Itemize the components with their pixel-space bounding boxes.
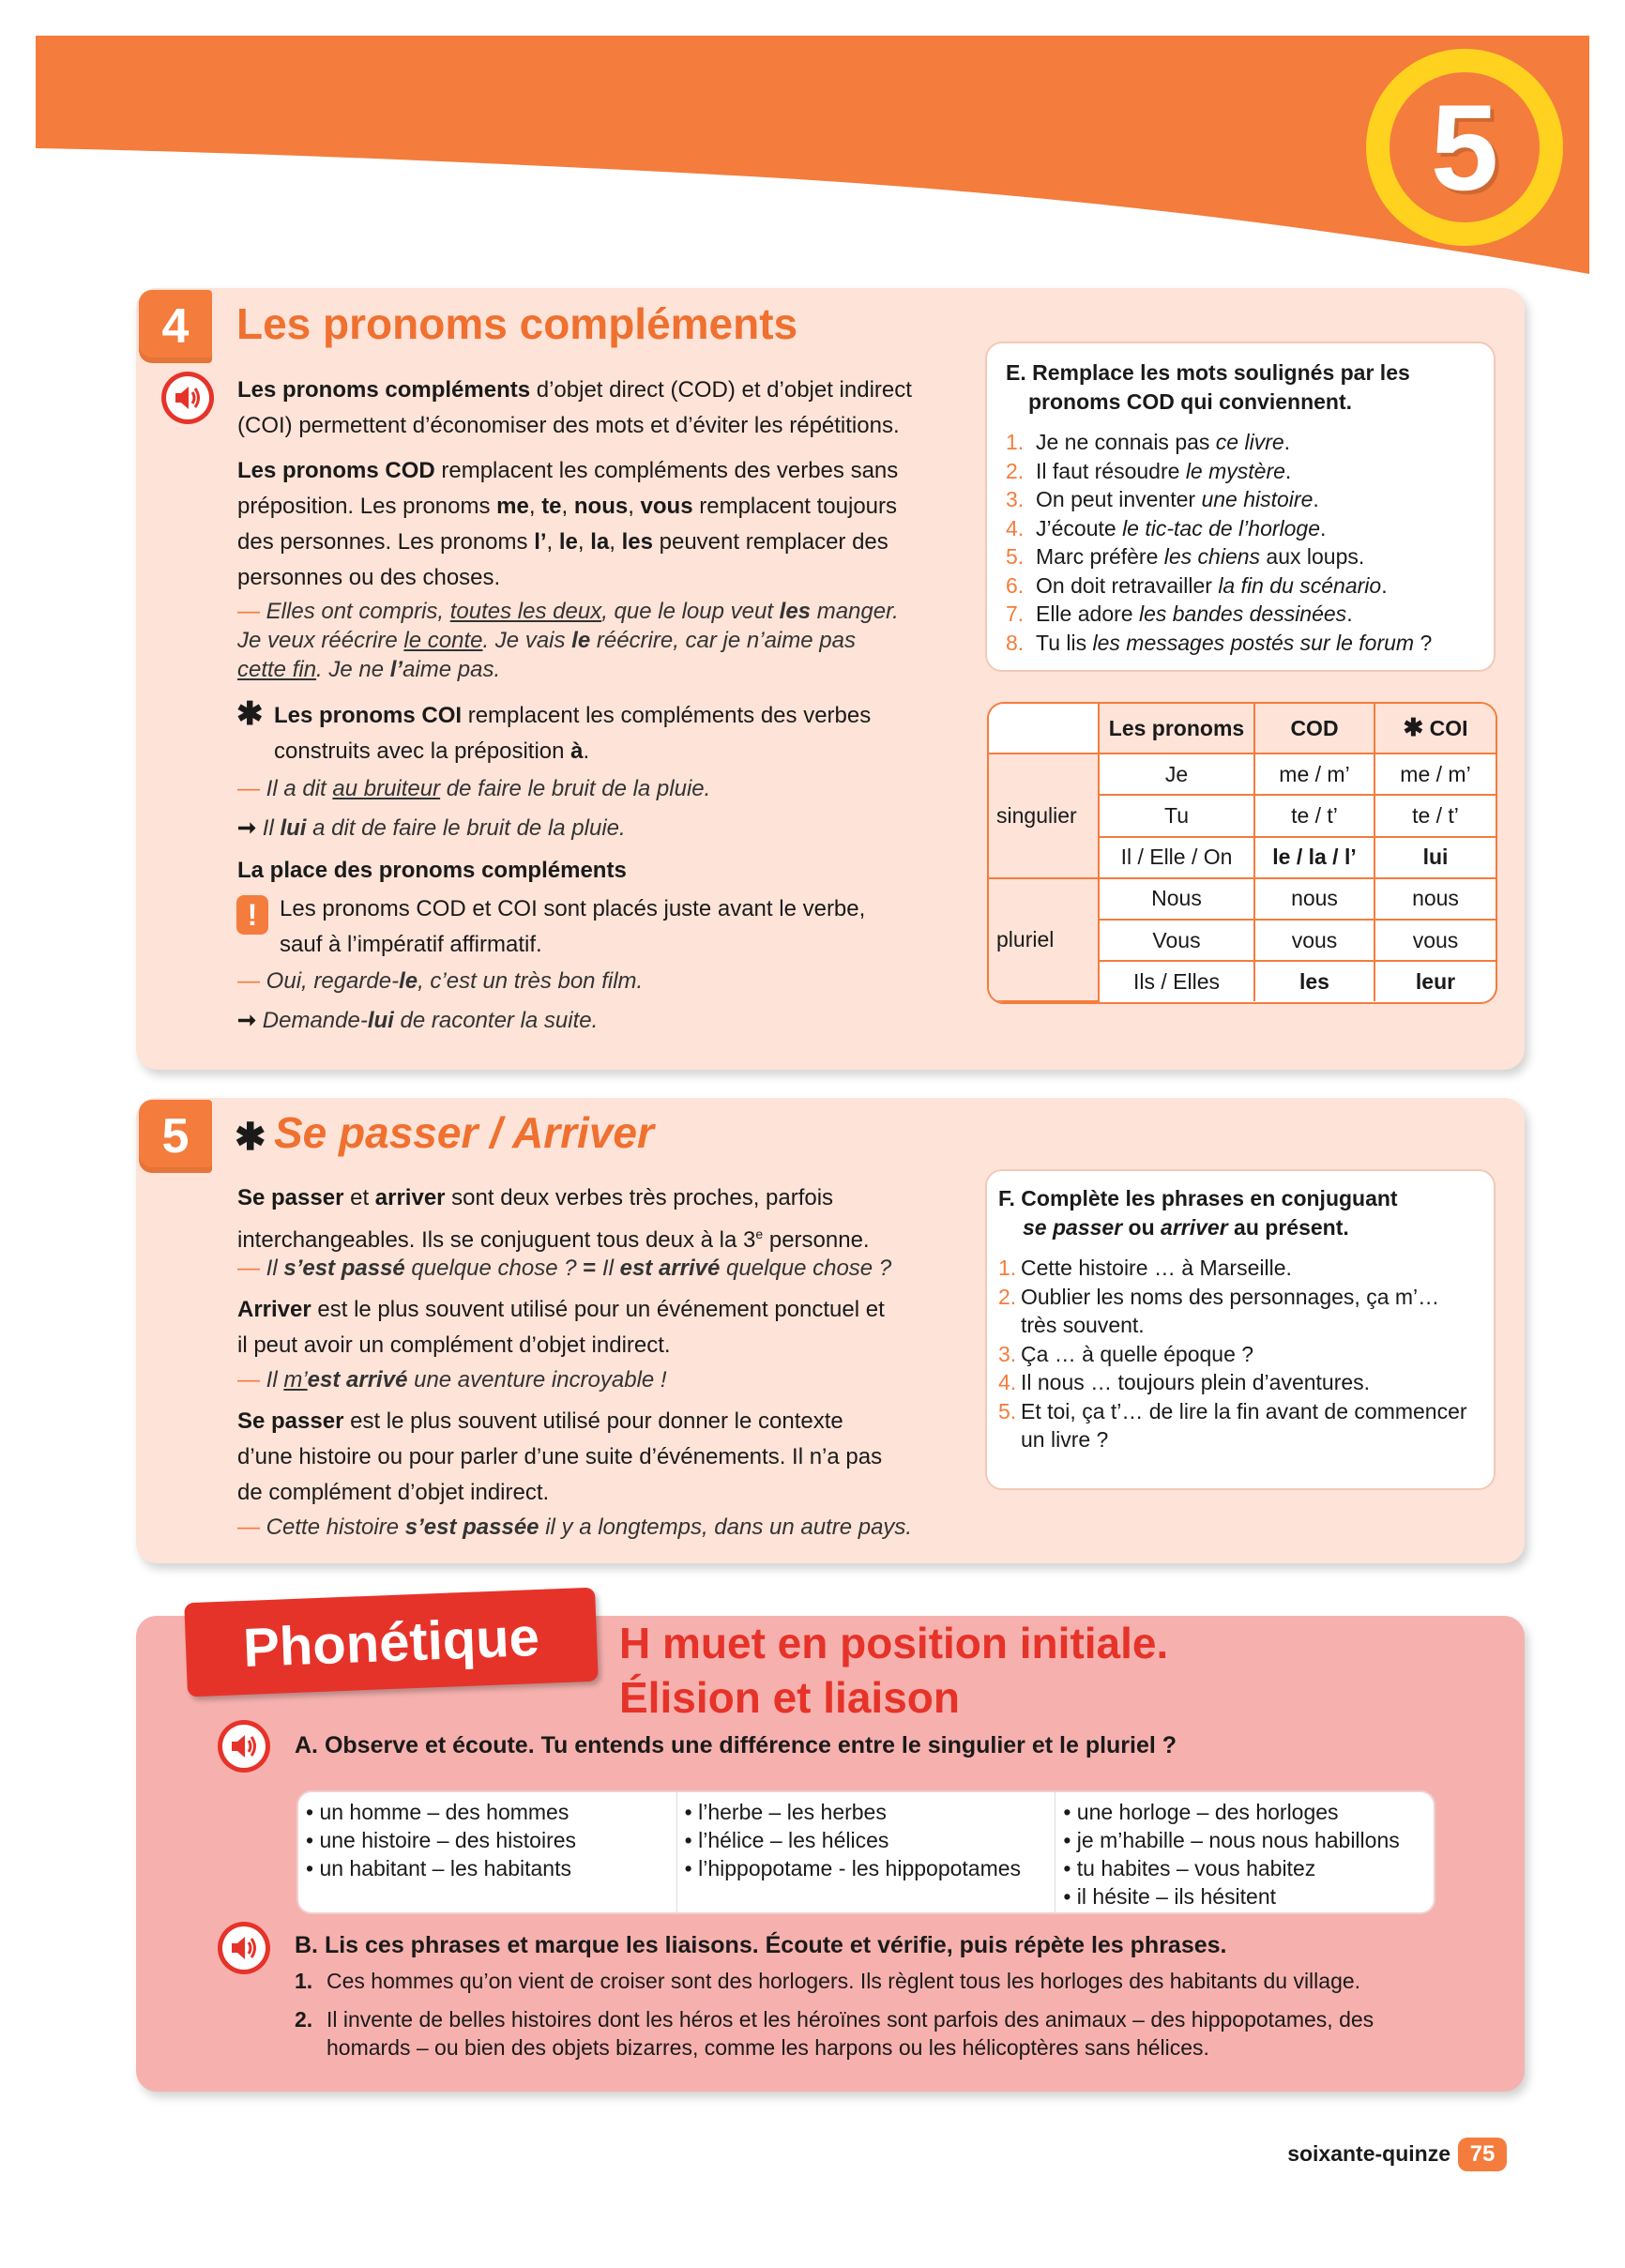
place-title: La place des pronoms compléments — [237, 858, 627, 883]
list-item: 3. On peut inventer une histoire. — [1006, 487, 1319, 511]
exclamation-icon: ! — [236, 895, 268, 935]
pronoun-table — [987, 702, 1497, 1004]
section-5-example-3: — Cette histoire s’est passée il y a longtemps, dans un autre pays. — [237, 1515, 913, 1540]
table-row — [989, 878, 1496, 920]
word-column — [676, 1792, 1055, 1912]
list-item: • il hésite – ils hésitent — [1063, 1884, 1277, 1909]
list-item: 8. Tu lis les messages postés sur le forum ? — [1006, 630, 1433, 655]
list-item: 1. Je ne connais pas ce livre. — [1006, 430, 1291, 454]
page-number-words: soixante-quinze — [1287, 2141, 1450, 2166]
unit-number-badge — [1366, 49, 1563, 246]
table-cell: Ils / Elles — [1099, 961, 1254, 1001]
table-header: COD — [1254, 704, 1374, 753]
section-5-example-1: — Il s’est passé quelque chose ? = Il est arrivé quelque chose ? — [237, 1256, 892, 1281]
phonetique-title-line-2: Élision et liaison — [619, 1673, 960, 1722]
table-cell: Tu — [1099, 795, 1254, 836]
section-4-cod-rule: Les pronoms COD remplacent les compléments des verbes sans préposition. Les pronoms me, te, nous, vous remplacent toujours des personnes. Les pronoms l’, le, la, les peuvent remplacer des personnes ou des choses. — [237, 458, 899, 590]
table-cell: leur — [1374, 961, 1496, 1001]
instruction-b-list — [295, 1967, 1449, 2072]
arrow-icon: ➞ — [237, 1008, 257, 1033]
word-column — [298, 1792, 676, 1912]
asterisk-icon: ✱ — [235, 1117, 266, 1158]
section-4-number: 4 — [139, 290, 212, 363]
section-4-coi-examples: — Il a dit au bruiteur de faire le bruit de la pluie. ➞ Il lui a dit de faire le bruit de la pluie. — [237, 776, 711, 841]
list-item: • je m’habille – nous nous habillons — [1063, 1828, 1400, 1852]
exercise-e-list — [1006, 428, 1494, 657]
word-column — [1055, 1792, 1434, 1912]
table-header: ✱ COI — [1374, 704, 1496, 753]
table-cell: vous — [1374, 920, 1496, 961]
table-cell: nous — [1254, 878, 1374, 920]
list-item: • une horloge – des horloges — [1063, 1800, 1339, 1824]
place-examples: — Oui, regarde-le, c’est un très bon film. ➞ Demande-lui de raconter la suite. — [237, 968, 644, 1033]
table-header: Les pronoms — [1099, 704, 1254, 753]
list-item: 2. Oublier les noms des personnages, ça m’… très souvent. — [998, 1284, 1440, 1337]
asterisk-icon: ✱ — [1403, 713, 1424, 741]
section-5-example-2: — Il m’est arrivé une aventure incroyable ! — [237, 1367, 667, 1393]
list-item: • l’hélice – les hélices — [684, 1828, 889, 1852]
list-item: • une histoire – des histoires — [306, 1828, 577, 1852]
table-cell: te / t’ — [1374, 795, 1496, 836]
table-row — [989, 753, 1496, 795]
section-5-p3: Se passer est le plus souvent utilisé pour donner le contexte d’une histoire ou pour parler d’une suite d’événements. Il n’a pas de complément d’objet indirect. — [237, 1408, 883, 1505]
list-item: 6. On doit retravailler la fin du scénario. — [1006, 572, 1388, 598]
audio-speaker-icon[interactable] — [161, 372, 214, 424]
list-item: • l’hippopotame - les hippopotames — [684, 1856, 1022, 1880]
list-item: 5. Marc préfère les chiens aux loups. — [1006, 544, 1365, 569]
list-item: 2. Il invente de belles histoires dont les héros et les héroïnes sont parfois des animaux – des hippopotames, des homards – ou bien des objets bizarres, comme les harpons ou les hélicoptères sans hélices. — [295, 2007, 1374, 2060]
instruction-b: B. Lis ces phrases et marque les liaisons. Écoute et vérifie, puis répète les phrases. — [295, 1932, 1227, 1958]
list-item: 5. Et toi, ça t’… de lire la fin avant de commencer un livre ? — [998, 1398, 1467, 1452]
phonetique-word-grid — [298, 1792, 1434, 1912]
list-item: 2. Il faut résoudre le mystère. — [1006, 458, 1292, 483]
section-4-intro: Les pronoms compléments d’objet direct (COD) et d’objet indirect (COI) permettent d’économiser des mots et d’éviter les répétitions. — [237, 377, 912, 438]
list-item: • un homme – des hommes — [306, 1800, 570, 1824]
unit-number: 5 — [1390, 72, 1540, 222]
table-cell: le / la / l’ — [1254, 837, 1374, 878]
exercise-f-heading: F. Complète les phrases en conjuguant — [998, 1186, 1398, 1210]
audio-speaker-icon[interactable] — [218, 1720, 270, 1773]
list-item: 3. Ça … à quelle époque ? — [998, 1341, 1254, 1366]
table-cell: Il / Elle / On — [1099, 837, 1254, 878]
section-4-cod-examples: — Elles ont compris, toutes les deux, que le loup veut les manger. Je veux réécrire le conte. Je vais le réécrire, car je n’aime pas cette fin. Je ne l’aime pas. — [237, 599, 899, 682]
list-item: 4. J’écoute le tic-tac de l’horloge. — [1006, 515, 1327, 540]
list-item: 4. Il nous … toujours plein d’aventures. — [998, 1370, 1371, 1394]
arrow-icon: ➞ — [237, 815, 257, 841]
table-header-row — [989, 704, 1496, 753]
table-cell: vous — [1254, 920, 1374, 961]
group-label: singulier — [989, 753, 1099, 878]
table-cell: Vous — [1099, 920, 1254, 961]
phonetique-label: Phonétique — [184, 1588, 599, 1697]
table-cell: lui — [1374, 837, 1496, 878]
list-item: • un habitant – les habitants — [306, 1856, 571, 1880]
table-cell: te / t’ — [1254, 795, 1374, 836]
phonetique-title-line-1: H muet en position initiale. — [619, 1619, 1169, 1667]
page-number: 75 — [1458, 2138, 1507, 2171]
table-cell: Je — [1099, 753, 1254, 795]
section-5-p1: Se passer et arriver sont deux verbes très proches, parfois interchangeables. Ils se conjuguent tous deux à la 3e personne. — [237, 1185, 870, 1253]
list-item: • tu habites – vous habitez — [1063, 1856, 1316, 1880]
section-4-coi-rule: Les pronoms COI remplacent les compléments des verbes construits avec la préposition à. — [274, 703, 872, 764]
section-5-p2: Arriver est le plus souvent utilisé pour un événement ponctuel et il peut avoir un complément d’objet indirect. — [237, 1297, 885, 1358]
table-cell: me / m’ — [1254, 753, 1374, 795]
list-item: 7. Elle adore les bandes dessinées. — [1006, 601, 1353, 626]
list-item: • l’herbe – les herbes — [684, 1800, 887, 1824]
list-item: 1. Cette histoire … à Marseille. — [998, 1256, 1292, 1280]
asterisk-icon: ✱ — [236, 696, 264, 732]
instruction-a: A. Observe et écoute. Tu entends une différence entre le singulier et le pluriel ? — [295, 1732, 1177, 1758]
table-cell: Nous — [1099, 878, 1254, 920]
group-label: pluriel — [989, 878, 1099, 1001]
table-cell: me / m’ — [1374, 753, 1496, 795]
table-cell: nous — [1374, 878, 1496, 920]
section-5-number: 5 — [139, 1100, 212, 1173]
audio-speaker-icon[interactable] — [218, 1922, 270, 1974]
exercise-f-list — [998, 1254, 1477, 1454]
exercise-e-heading: E. Remplace les mots soulignés par les — [1006, 360, 1410, 385]
list-item: 1. Ces hommes qu’on vient de croiser sont des horlogers. Ils règlent tous les horloges des habitants du village. — [295, 1969, 1361, 1993]
exercise-e-box: E. Remplace les mots soulignés par les pronoms COD qui conviennent. 1. Je ne connais pas ce livre. 2. Il faut résoudre le mystère. 3. On peut inventer une histoire. 4. J’écoute le tic-tac de l’horloge. 5. Marc préfère les chiens aux loups. 6. On doit retravailler la fin du scénario. 7. Elle adore les bandes dessinées. 8. Tu lis les messages postés sur le forum ? — [985, 342, 1496, 672]
place-rule: Les pronoms COD et COI sont placés juste avant le verbe, sauf à l’impératif affirmatif. — [280, 896, 866, 957]
exercise-f-box: F. Complète les phrases en conjuguant se passer ou arriver au présent. 1. Cette histoire … à Marseille. 2. Oublier les noms des personnages, ça m’… très souvent. 3. Ça … à quelle époque ? 4. Il nous … toujours plein d’aventures. 5. Et toi, ça t’… de lire la fin avant de commencer un livre ? — [985, 1169, 1496, 1490]
section-5-title: Se passer / Arriver — [274, 1108, 654, 1157]
table-cell: les — [1254, 961, 1374, 1001]
section-4-title: Les pronoms compléments — [236, 299, 798, 348]
